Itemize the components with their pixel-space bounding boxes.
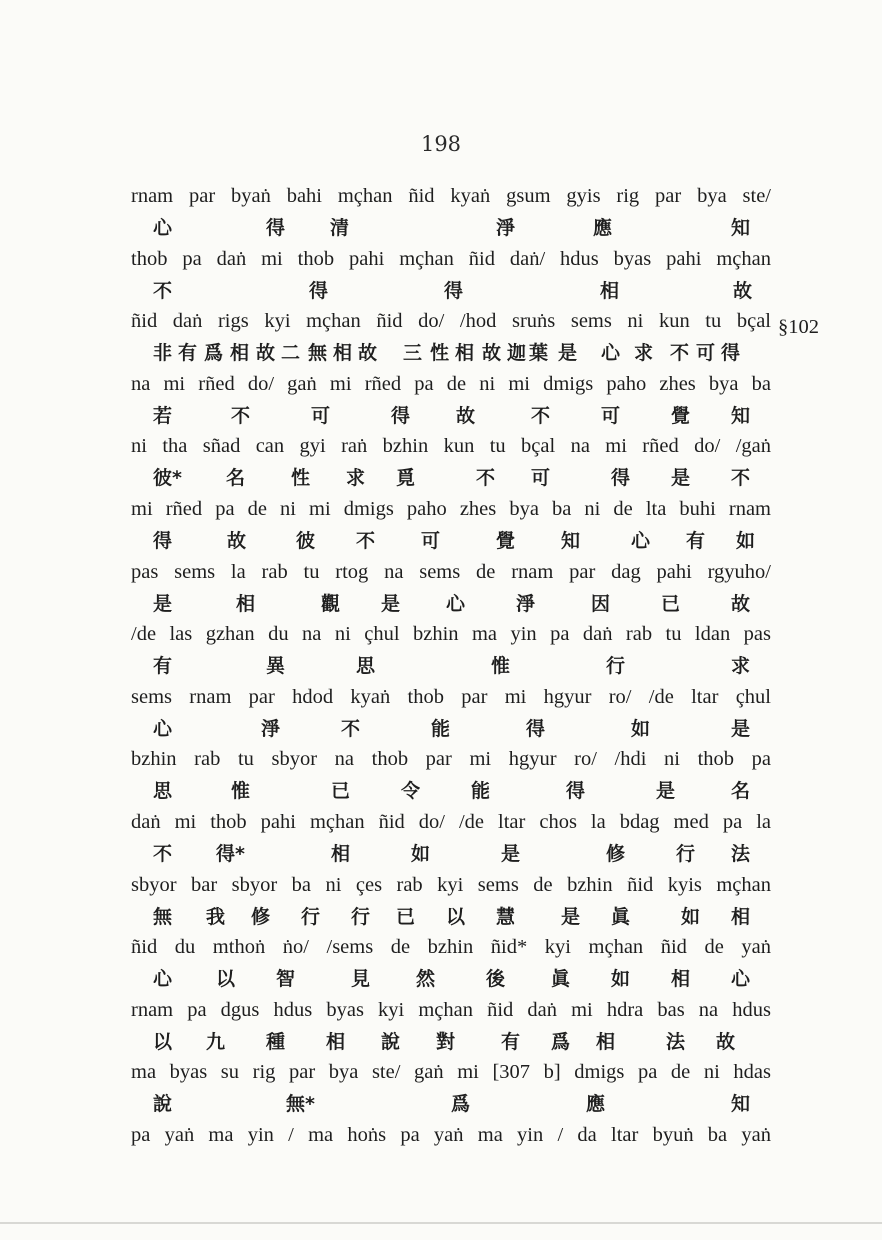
- chinese-character: 心: [153, 217, 173, 239]
- chinese-character: 應: [593, 217, 613, 239]
- chinese-character: 可: [421, 530, 441, 552]
- chinese-character: 不: [153, 843, 173, 865]
- chinese-character: 對: [436, 1030, 456, 1053]
- chinese-character: 得: [266, 217, 286, 239]
- chinese-character: 無*: [286, 1093, 315, 1116]
- tibetan-line: na mi rñed do/ gaṅ mi rñed pa de ni mi dmigs paho zhes bya ba: [131, 372, 771, 395]
- chinese-character: 是: [501, 843, 521, 865]
- tibetan-line: ni tha sñad can gyi raṅ bzhin kun tu bçal na mi rñed do/ /gaṅ: [131, 435, 771, 458]
- chinese-character: 能: [431, 717, 451, 740]
- chinese-character: 見: [351, 968, 371, 991]
- chinese-character: 相: [236, 592, 256, 615]
- chinese-character: 得: [391, 404, 411, 427]
- chinese-character: 得: [526, 717, 546, 740]
- chinese-character: 異: [266, 655, 286, 678]
- chinese-character: 不: [356, 530, 376, 552]
- chinese-character: 相: [326, 1030, 346, 1053]
- chinese-character: 行: [351, 905, 371, 928]
- chinese-character: 得: [444, 279, 464, 302]
- chinese-character: 故: [731, 592, 751, 615]
- chinese-character: 慧: [496, 905, 516, 928]
- tibetan-line: rnam pa dgus hdus byas kyi mçhan ñid daṅ mi hdra bas na hdus: [131, 998, 771, 1021]
- tibetan-line: sbyor bar sbyor ba ni çes rab kyi sems de bzhin ñid kyis mçhan: [131, 873, 771, 896]
- chinese-character: 行: [606, 655, 626, 678]
- chinese-character: 如: [411, 843, 431, 865]
- chinese-character: 眞: [611, 905, 631, 928]
- tibetan-line: pas sems la rab tu rtog na sems de rnam par dag pahi rgyuho/: [131, 560, 771, 583]
- chinese-character: 葉: [529, 342, 549, 365]
- chinese-gloss-line: [131, 590, 771, 618]
- chinese-character: 淨: [261, 717, 281, 740]
- chinese-character: 九: [206, 1030, 226, 1053]
- chinese-character: 爲: [451, 1093, 471, 1116]
- tibetan-line: pa yaṅ ma yin / ma hoṅs pa yaṅ ma yin / da ltar byuṅ ba yaṅ: [131, 1124, 771, 1146]
- chinese-character: 有: [178, 342, 198, 365]
- chinese-character: 如: [736, 530, 756, 552]
- chinese-character: 是: [558, 342, 578, 365]
- chinese-gloss-line: [131, 214, 771, 242]
- chinese-character: 名: [731, 780, 751, 803]
- chinese-character: 可: [311, 404, 331, 427]
- chinese-character: 行: [676, 843, 696, 865]
- chinese-character: 可: [696, 342, 716, 365]
- chinese-character: 可: [531, 467, 551, 490]
- chinese-character: 觀: [321, 592, 341, 615]
- chinese-character: 非: [153, 342, 173, 365]
- chinese-character: 已: [661, 592, 681, 615]
- chinese-character: 然: [416, 968, 436, 991]
- chinese-character: 如: [611, 968, 631, 991]
- chinese-gloss-line: [131, 1090, 771, 1118]
- chinese-character: 不: [231, 404, 251, 427]
- chinese-gloss-line: [131, 840, 771, 868]
- chinese-character: 名: [226, 467, 246, 490]
- section-marker: §102: [778, 316, 819, 338]
- chinese-gloss-line: [131, 777, 771, 805]
- tibetan-line: daṅ mi thob pahi mçhan ñid do/ /de ltar chos la bdag med pa la: [131, 811, 771, 833]
- chinese-character: 故: [456, 404, 476, 427]
- chinese-character: 得: [566, 780, 586, 803]
- tibetan-line: ñid daṅ rigs kyi mçhan ñid do/ /hod sruṅs sems ni kun tu bçal: [131, 310, 771, 333]
- chinese-gloss-line: [131, 1028, 771, 1056]
- chinese-character: 彼: [296, 530, 316, 552]
- chinese-character: 相: [600, 279, 620, 302]
- chinese-character: 不: [341, 717, 361, 740]
- chinese-character: 如: [681, 905, 701, 928]
- chinese-character: 求: [731, 655, 751, 678]
- chinese-character: 是: [561, 905, 581, 928]
- chinese-character: 令: [401, 780, 421, 803]
- chinese-character: 爲: [204, 342, 224, 365]
- chinese-character: 二: [281, 342, 301, 365]
- tibetan-line: rnam par byaṅ bahi mçhan ñid kyaṅ gsum gyis rig par bya ste/: [131, 185, 771, 207]
- chinese-character: 心: [601, 342, 621, 365]
- tibetan-line: /de las gzhan du na ni çhul bzhin ma yin pa daṅ rab tu ldan pas: [131, 623, 771, 646]
- chinese-character: 知: [731, 404, 751, 427]
- chinese-character: 知: [731, 1093, 751, 1116]
- chinese-character: 知: [731, 217, 751, 239]
- chinese-character: 相: [455, 342, 475, 365]
- chinese-character: 知: [561, 530, 581, 552]
- chinese-character: 是: [671, 467, 691, 490]
- chinese-character: 有: [153, 655, 173, 678]
- chinese-character: 不: [153, 279, 173, 302]
- chinese-character: 心: [153, 968, 173, 991]
- chinese-character: 覓: [396, 467, 416, 490]
- chinese-character: 是: [381, 592, 401, 615]
- chinese-character: 種: [266, 1030, 286, 1053]
- chinese-character: 故: [256, 342, 276, 365]
- chinese-character: 彼*: [153, 467, 182, 490]
- chinese-character: 智: [276, 968, 296, 991]
- chinese-character: 覺: [496, 530, 516, 552]
- chinese-character: 不: [731, 467, 751, 490]
- chinese-character: 清: [330, 217, 350, 239]
- tibetan-line: bzhin rab tu sbyor na thob par mi hgyur ro/ /hdi ni thob pa: [131, 748, 771, 771]
- chinese-gloss-line: [131, 652, 771, 680]
- chinese-character: 眞: [551, 968, 571, 991]
- chinese-character: 以: [216, 968, 236, 991]
- chinese-character: 是: [656, 780, 676, 803]
- chinese-gloss-line: [131, 464, 771, 492]
- chinese-character: 得: [721, 342, 741, 365]
- chinese-character: 得*: [216, 843, 245, 865]
- chinese-character: 不: [670, 342, 690, 365]
- page-number: 198: [420, 132, 462, 156]
- tibetan-line: ñid du mthoṅ ṅo/ /sems de bzhin ñid* kyi mçhan ñid de yaṅ: [131, 936, 771, 959]
- chinese-character: 心: [631, 530, 651, 552]
- chinese-character: 我: [206, 905, 226, 928]
- chinese-character: 以: [446, 905, 466, 928]
- chinese-character: 相: [671, 968, 691, 991]
- chinese-character: 以: [153, 1030, 173, 1053]
- chinese-character: 因: [591, 592, 611, 615]
- chinese-character: 思: [153, 780, 173, 803]
- chinese-character: 不: [531, 404, 551, 427]
- chinese-character: 是: [731, 717, 751, 740]
- chinese-character: 覺: [671, 404, 691, 427]
- chinese-gloss-line: [131, 965, 771, 993]
- chinese-character: 已: [396, 905, 416, 928]
- chinese-character: 心: [731, 968, 751, 991]
- chinese-character: 修: [251, 905, 271, 928]
- chinese-character: 應: [586, 1093, 606, 1116]
- tibetan-line: ma byas su rig par bya ste/ gaṅ mi [307 b] dmigs pa de ni hdas: [131, 1061, 771, 1084]
- chinese-character: 故: [482, 342, 502, 365]
- chinese-character: 得: [309, 279, 329, 302]
- chinese-gloss-line: [131, 527, 771, 555]
- chinese-character: 可: [601, 404, 621, 427]
- chinese-character: 說: [153, 1093, 173, 1116]
- chinese-character: 心: [446, 592, 466, 615]
- chinese-character: 求: [346, 467, 366, 490]
- chinese-character: 若: [153, 404, 173, 427]
- chinese-character: 故: [358, 342, 378, 365]
- tibetan-line: sems rnam par hdod kyaṅ thob par mi hgyur ro/ /de ltar çhul: [131, 685, 771, 708]
- chinese-character: 已: [331, 780, 351, 803]
- chinese-character: 相: [333, 342, 353, 365]
- chinese-character: 故: [716, 1030, 736, 1053]
- chinese-character: 得: [611, 467, 631, 490]
- chinese-character: 淨: [496, 217, 516, 239]
- chinese-character: 性: [291, 467, 311, 490]
- tibetan-line: mi rñed pa de ni mi dmigs paho zhes bya ba ni de lta buhi rnam: [131, 498, 771, 520]
- chinese-character: 性: [430, 342, 450, 365]
- chinese-character: 相: [230, 342, 250, 365]
- chinese-character: 故: [227, 530, 247, 552]
- chinese-character: 有: [686, 530, 706, 552]
- chinese-character: 行: [301, 905, 321, 928]
- chinese-character: 如: [631, 717, 651, 740]
- chinese-character: 法: [731, 843, 751, 865]
- chinese-character: 迦: [507, 342, 527, 365]
- chinese-gloss-line: [131, 277, 771, 305]
- chinese-character: 法: [666, 1030, 686, 1053]
- page-bottom-edge: [0, 1222, 882, 1224]
- chinese-character: 心: [153, 717, 173, 740]
- chinese-character: 相: [331, 843, 351, 865]
- chinese-gloss-line: [131, 903, 771, 931]
- chinese-character: 修: [606, 843, 626, 865]
- chinese-gloss-line: [131, 339, 771, 367]
- chinese-character: 求: [634, 342, 654, 365]
- chinese-gloss-line: [131, 402, 771, 430]
- chinese-character: 相: [596, 1030, 616, 1053]
- chinese-character: 無: [153, 905, 173, 928]
- chinese-character: 惟: [491, 655, 511, 678]
- chinese-character: 三: [403, 342, 423, 365]
- chinese-gloss-line: [131, 715, 771, 743]
- chinese-character: 不: [476, 467, 496, 490]
- chinese-character: 後: [486, 968, 506, 991]
- tibetan-line: thob pa daṅ mi thob pahi mçhan ñid daṅ/ hdus byas pahi mçhan: [131, 247, 771, 270]
- chinese-character: 有: [501, 1030, 521, 1053]
- chinese-character: 無: [308, 342, 328, 365]
- chinese-character: 淨: [516, 592, 536, 615]
- chinese-character: 說: [381, 1030, 401, 1053]
- chinese-character: 爲: [551, 1030, 571, 1053]
- chinese-character: 故: [733, 279, 753, 302]
- chinese-character: 思: [356, 655, 376, 678]
- chinese-character: 惟: [231, 780, 251, 803]
- chinese-character: 能: [471, 780, 491, 803]
- chinese-character: 得: [153, 530, 173, 552]
- chinese-character: 相: [731, 905, 751, 928]
- chinese-character: 是: [153, 592, 173, 615]
